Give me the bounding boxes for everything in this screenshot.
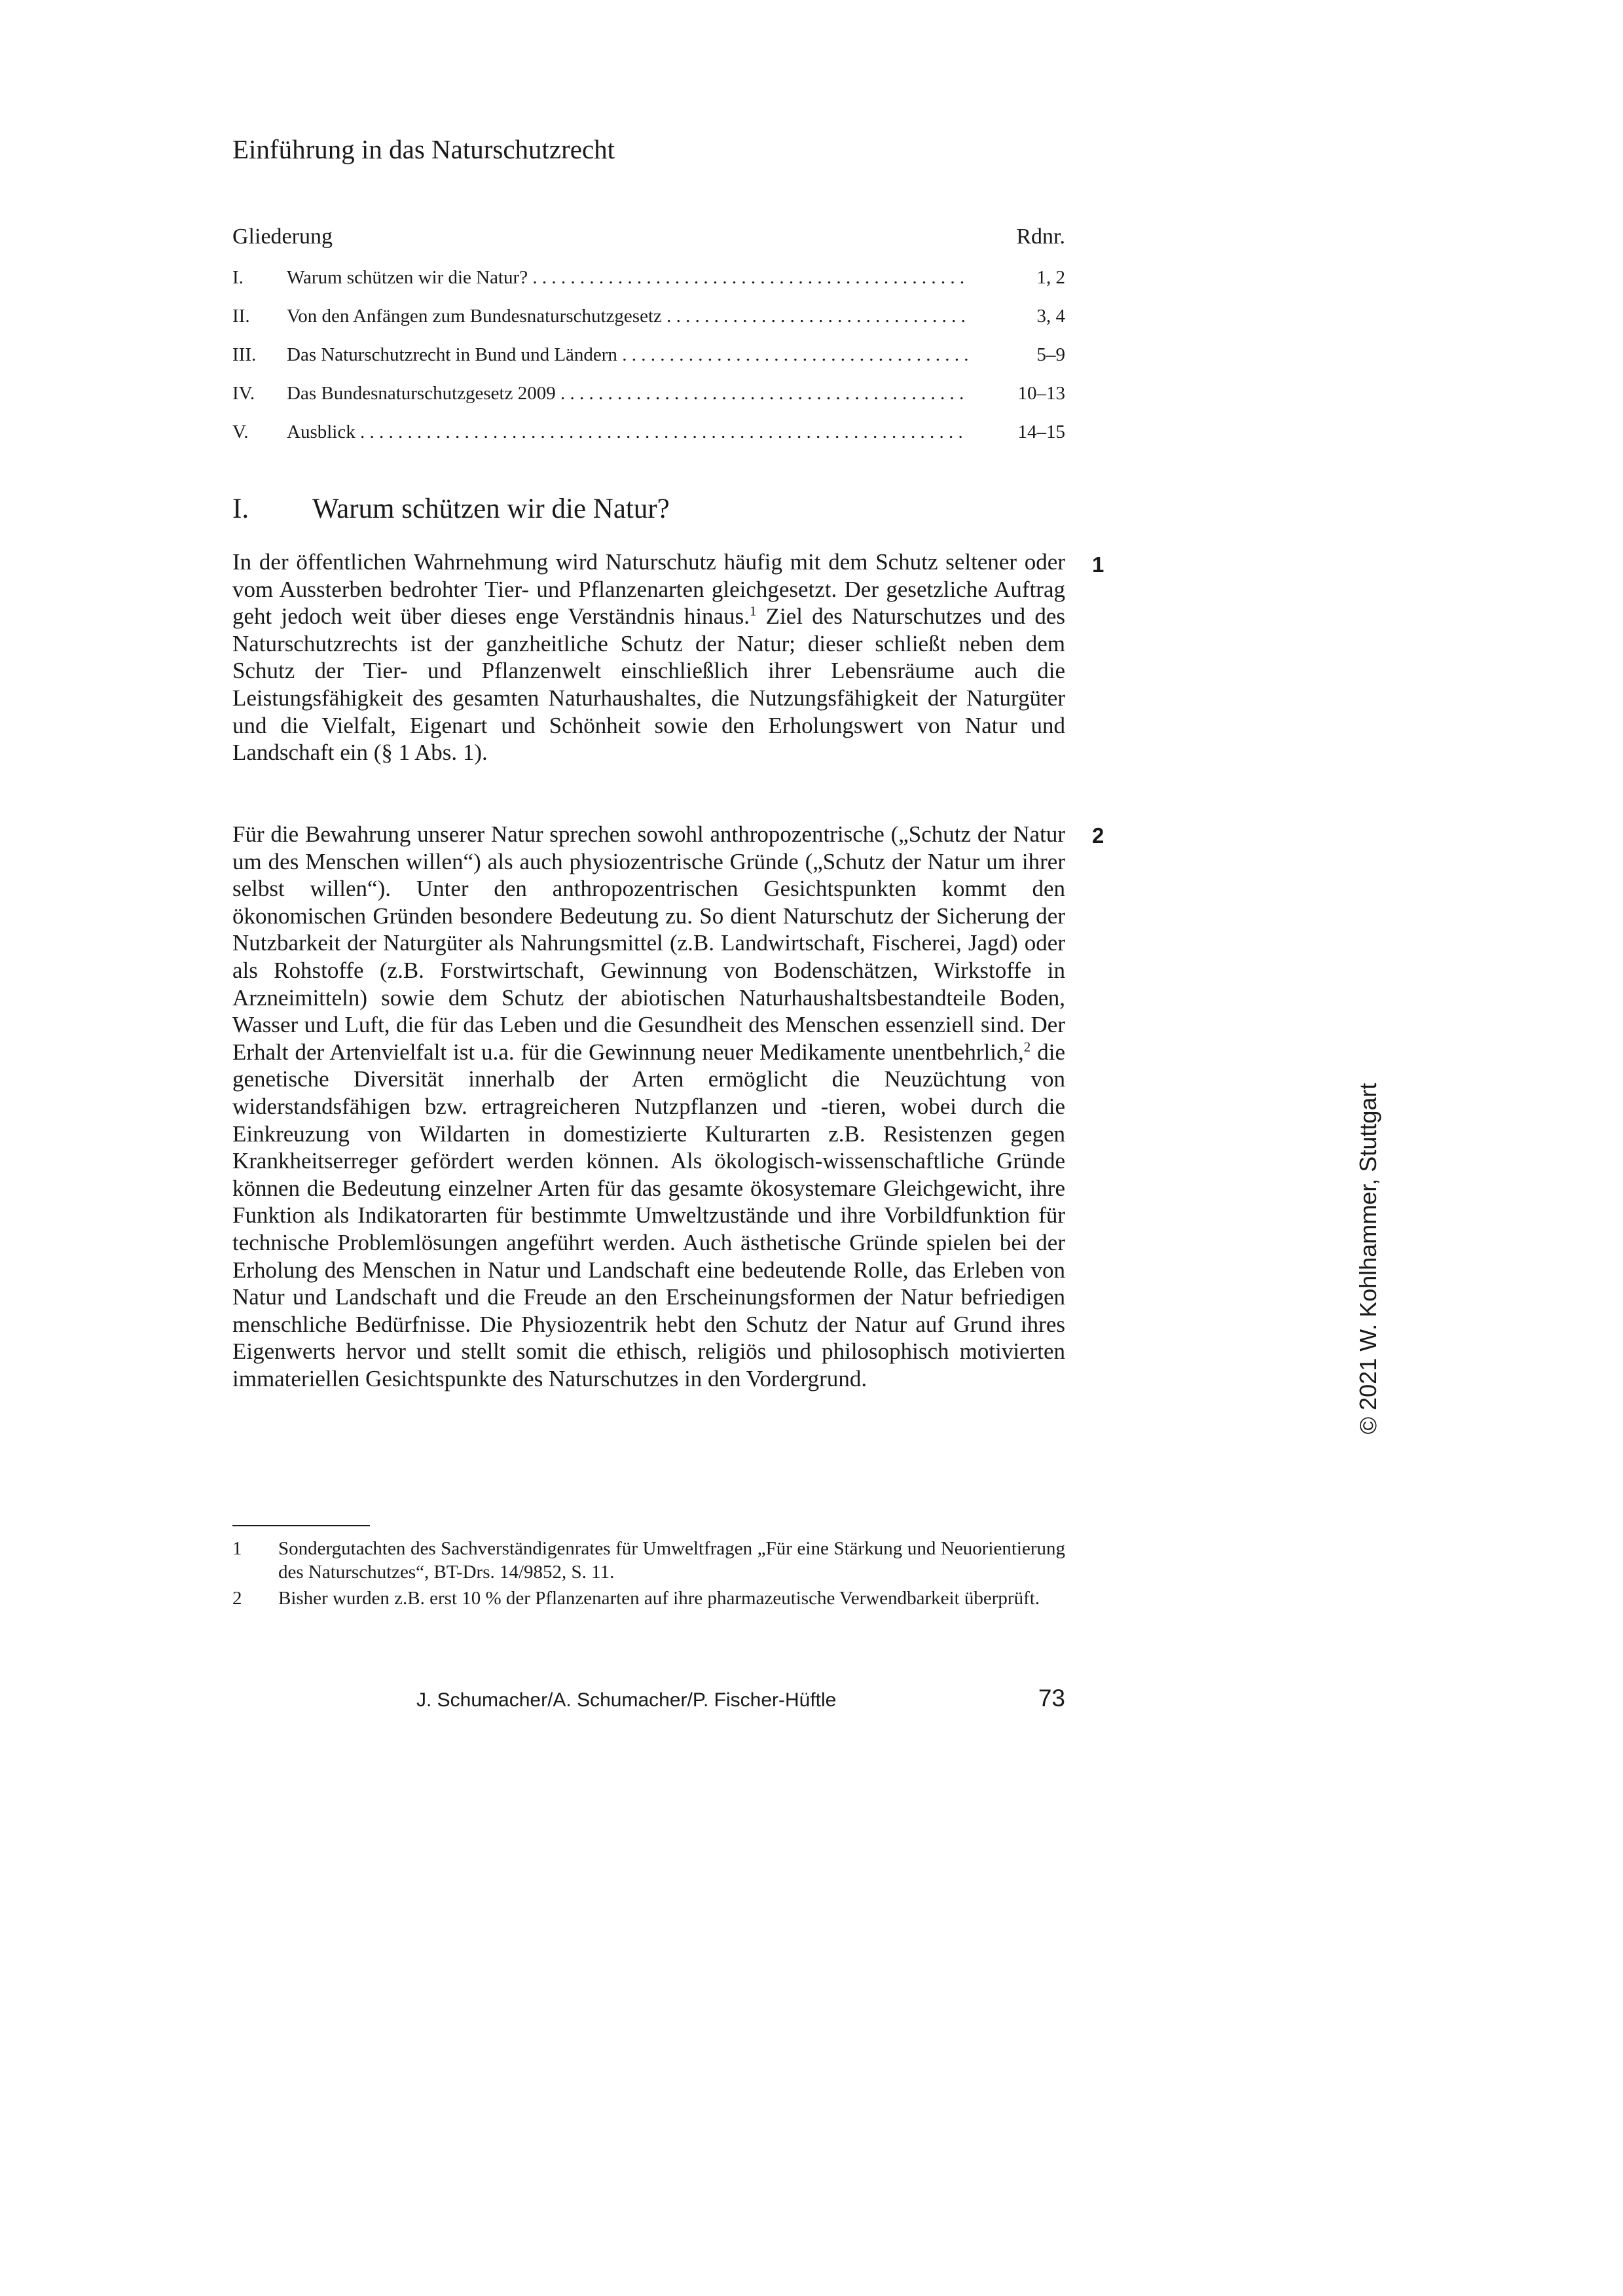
toc-header [232, 223, 1065, 251]
toc-item-label: Das Bundesnaturschutzgesetz 2009 . . . [287, 383, 968, 404]
section-heading [232, 491, 1084, 528]
toc-item-number: II. [232, 306, 250, 327]
toc-item-label: Warum schützen wir die Natur? . . . [287, 267, 968, 288]
footnote-number: 1 [232, 1538, 242, 1559]
toc-item-rdnr: 1, 2 [1036, 267, 1065, 288]
toc-item[interactable] [232, 264, 1065, 303]
body-paragraph [232, 821, 1065, 1392]
footnote-number: 2 [232, 1588, 242, 1609]
footnotes [232, 1537, 1065, 1613]
section-title: Warum schützen wir die Natur? [312, 493, 670, 524]
paragraph-text: Ziel des Naturschutzes und des Naturschutzrechts ist der ganzheitliche Schutz der Natur; dieser schließt neben dem Schutz der Tier- und Pflanzenwelt einschließlich ihrer Lebensräume auch die Leistungsfähigkeit des gesamten Naturhaushaltes, die Nutzungsfähigkeit der Naturgüter und die Vielfalt, Eigenart und Schönheit sowie den Erholungswert von Natur und Landschaft ein (§ 1 Abs. 1). [232, 603, 1065, 766]
toc-item-rdnr: 3, 4 [1036, 306, 1065, 327]
toc-item[interactable] [232, 419, 1065, 457]
toc-item[interactable] [232, 380, 1065, 419]
toc-item-label: Von den Anfängen zum Bundesnaturschutzgesetz . . . [287, 306, 968, 327]
paragraph-text: Für die Bewahrung unserer Natur sprechen sowohl anthropozentrische („Schutz der Natur um des Menschen willen“) als auch physiozentrische Gründe („Schutz der Natur um ihrer selbst willen“). Unter den anthropozentrischen Gesichtspunkten kommt den ökonomischen Gründen besondere Bedeutung zu. So dient Naturschutz der Sicherung der Nutzbarkeit der Naturgüter als Nahrungsmittel (z.B. Landwirtschaft, Fischerei, Jagd) oder als Rohstoffe (z.B. Forstwirtschaft, Gewinnung von Bodenschätzen, Wirkstoffe in Arzneimitteln) sowie dem Schutz der abiotischen Naturhaushaltsbestandteile Boden, Wasser und Luft, die für das Leben und die Gesundheit des Menschen essenziell sind. Der Erhalt der Artenvielfalt ist u.a. für die Gewinnung neuer Medikamente unentbehrlich, [232, 821, 1065, 1065]
toc-item-rdnr: 5–9 [1036, 344, 1065, 365]
margin-number: 2 [1092, 823, 1104, 848]
table-of-contents [232, 264, 1065, 457]
toc-item-number: V. [232, 422, 249, 442]
footnote-reference[interactable]: 2 [1023, 1039, 1031, 1055]
margin-number: 1 [1092, 552, 1104, 577]
section-number: I. [232, 493, 249, 524]
toc-item-rdnr: 14–15 [1017, 422, 1065, 442]
toc-item[interactable] [232, 303, 1065, 342]
footnote [232, 1587, 1065, 1610]
footnote-text: Bisher wurden z.B. erst 10 % der Pflanzenarten auf ihre pharmazeutische Verwendbarkeit überprüft. [278, 1588, 1040, 1609]
footnote-divider [232, 1525, 370, 1526]
footnote-text: Sondergutachten des Sachverständigenrates für Umweltfragen „Für eine Stärkung und Neuorientierung des Naturschutzes“, BT-Drs. 14/9852, S. 11. [278, 1538, 1065, 1583]
toc-item-number: IV. [232, 383, 255, 404]
toc-item-number: III. [232, 344, 257, 365]
toc-item-label: Ausblick . . . [287, 422, 968, 442]
page-number: 73 [1038, 1685, 1065, 1712]
footnote [232, 1537, 1065, 1584]
chapter-title: Einführung in das Naturschutzrecht [232, 134, 615, 164]
toc-item-rdnr: 10–13 [1017, 383, 1065, 404]
toc-item-number: I. [232, 267, 244, 288]
copyright-notice: © 2021 W. Kohlhammer, Stuttgart [1355, 1083, 1381, 1435]
toc-item[interactable] [232, 342, 1065, 380]
body-paragraph [232, 548, 1065, 766]
toc-title: Gliederung [232, 224, 333, 249]
toc-item-label: Das Naturschutzrecht in Bund und Ländern . . . [287, 344, 968, 365]
paragraph-text: In der öffentlichen Wahrnehmung wird Naturschutz häufig mit dem Schutz seltener oder vom Aussterben bedrohter Tier- und Pflanzenarten gleichgesetzt. Der gesetzliche Auftrag geht jedoch weit über dieses enge Verständnis hinaus. [232, 549, 1065, 630]
toc-rdnr-label: Rdnr. [1016, 224, 1065, 249]
footnote-reference[interactable]: 1 [749, 603, 757, 619]
paragraph-text: die genetische Diversität innerhalb der Arten ermöglicht die Neuzüchtung von widerstandsfähigen bzw. ertragreicheren Nutzpflanzen und -tieren, wobei durch die Einkreuzung von Wildarten in domestizierte Kulturarten z.B. Resistenzen gegen Krankheitserreger gefördert werden können. Als ökologisch-wissenschaftliche Gründe können die Bedeutung einzelner Arten für das gesamte ökosystemare Gleichgewicht, ihre Funktion als Indikatorarten für bestimmte Umweltzustände und ihre Vorbildfunktion für technische Problemlösungen angeführt werden. Auch ästhetische Gründe spielen bei der Erholung des Menschen in Natur und Landschaft eine bedeutende Rolle, das Erleben von Natur und Landschaft und die Freude an den Erscheinungsformen der Natur befriedigen menschliche Bedürfnisse. Die Physiozentrik hebt den Schutz der Natur auf Grund ihres Eigenwerts hervor und stellt somit die ethisch, religiös und philosophisch motivierten immateriellen Gesichtspunkte des Naturschutzes in den Vordergrund. [232, 1039, 1065, 1391]
footer-authors: J. Schumacher/A. Schumacher/P. Fischer-Hüftle [416, 1689, 837, 1711]
